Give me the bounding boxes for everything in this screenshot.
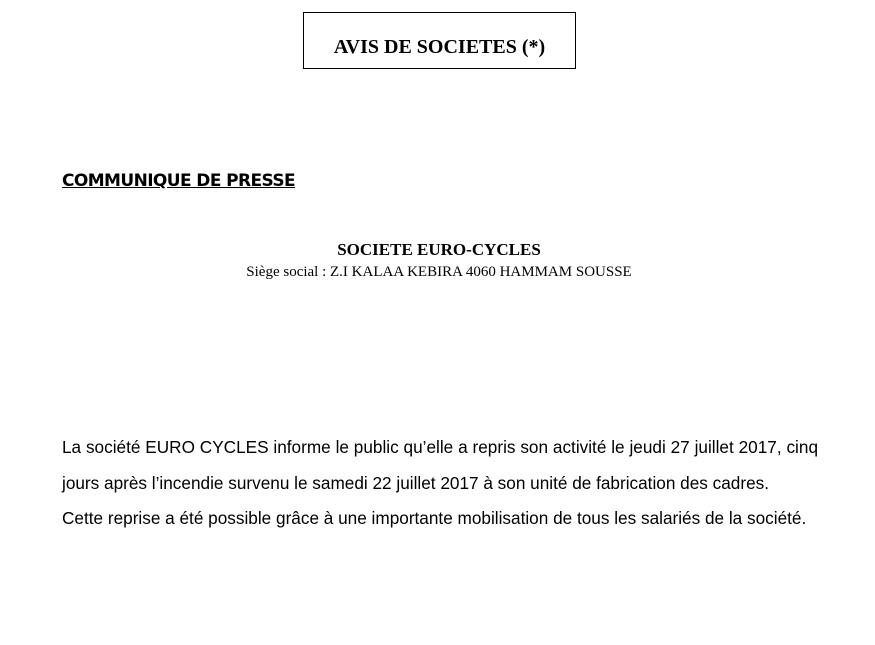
press-release-heading: COMMUNIQUE DE PRESSE — [62, 171, 296, 191]
notice-title: AVIS DE SOCIETES (*) — [333, 36, 546, 58]
company-info — [0, 240, 875, 281]
notice-title-box — [303, 12, 576, 69]
company-name: SOCIETE EURO-CYCLES — [337, 240, 541, 259]
company-address: Siège social : Z.I KALAA KEBIRA 4060 HAMMAM SOUSSE — [246, 264, 632, 280]
body-paragraph: Cette reprise a été possible grâce à une importante mobilisation de tous les salariés de la société. — [62, 508, 807, 529]
press-release-body — [62, 430, 818, 537]
body-paragraph: La société EURO CYCLES informe le public qu’elle a repris son activité le jeudi 27 juillet 2017, cinq jours après l’incendie survenu le samedi 22 juillet 2017 à son unité de fabrication des cadres. — [62, 437, 818, 493]
